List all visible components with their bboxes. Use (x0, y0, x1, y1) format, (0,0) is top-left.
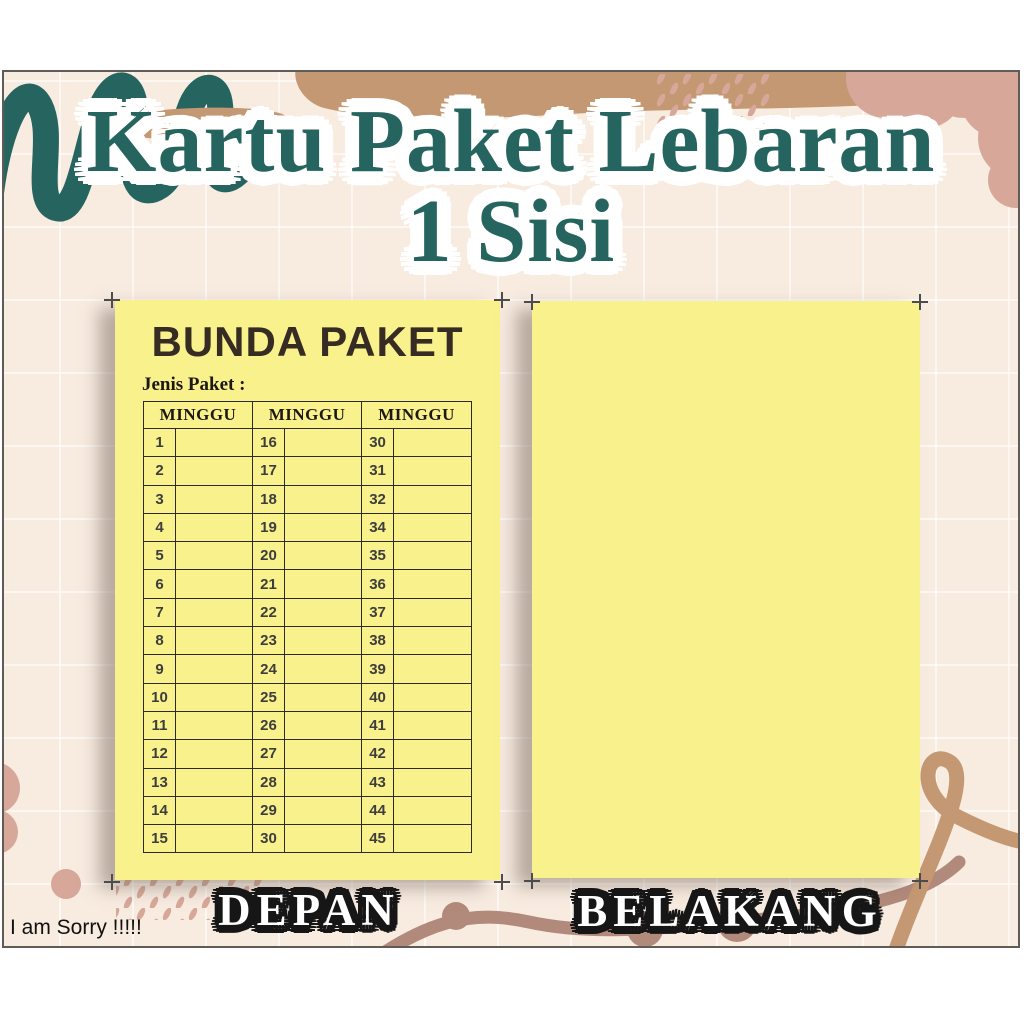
week-number-cell: 31 (362, 457, 394, 485)
entry-cell (285, 768, 362, 796)
weeks-table (143, 401, 472, 853)
entry-cell (394, 655, 472, 683)
page-title-line2: 1 Sisi (406, 182, 616, 281)
week-number-cell: 42 (362, 740, 394, 768)
entry-cell (394, 542, 472, 570)
table-row (144, 655, 472, 683)
entry-cell (176, 429, 253, 457)
entry-cell (285, 429, 362, 457)
entry-cell (285, 711, 362, 739)
table-row (144, 683, 472, 711)
entry-cell (285, 513, 362, 541)
week-column-header: MINGGU (362, 402, 472, 429)
entry-cell (394, 598, 472, 626)
week-number-cell: 13 (144, 768, 176, 796)
week-number-cell: 5 (144, 542, 176, 570)
entry-cell (176, 768, 253, 796)
week-number-cell: 10 (144, 683, 176, 711)
entry-cell (394, 485, 472, 513)
entry-cell (285, 683, 362, 711)
week-number-cell: 30 (253, 825, 285, 853)
week-column-header: MINGGU (144, 402, 253, 429)
front-side-label: DEPAN (218, 885, 400, 935)
week-number-cell: 6 (144, 570, 176, 598)
header-row (144, 402, 472, 429)
entry-cell (285, 825, 362, 853)
entry-cell (394, 513, 472, 541)
apology-note: I am Sorry !!!!! (10, 916, 142, 939)
table-row (144, 711, 472, 739)
entry-cell (394, 683, 472, 711)
entry-cell (176, 796, 253, 824)
entry-cell (285, 485, 362, 513)
entry-cell (285, 627, 362, 655)
week-number-cell: 39 (362, 655, 394, 683)
table-row (144, 627, 472, 655)
week-number-cell: 9 (144, 655, 176, 683)
entry-cell (285, 570, 362, 598)
week-number-cell: 37 (362, 598, 394, 626)
entry-cell (176, 457, 253, 485)
front-card (115, 300, 500, 880)
table-row (144, 768, 472, 796)
table-row (144, 513, 472, 541)
entry-cell (176, 598, 253, 626)
week-number-cell: 14 (144, 796, 176, 824)
week-number-cell: 1 (144, 429, 176, 457)
entry-cell (176, 711, 253, 739)
week-number-cell: 22 (253, 598, 285, 626)
week-number-cell: 15 (144, 825, 176, 853)
week-number-cell: 20 (253, 542, 285, 570)
week-number-cell: 34 (362, 513, 394, 541)
back-card (532, 301, 920, 878)
week-number-cell: 27 (253, 740, 285, 768)
entry-cell (176, 542, 253, 570)
week-number-cell: 44 (362, 796, 394, 824)
entry-cell (394, 627, 472, 655)
week-number-cell: 24 (253, 655, 285, 683)
entry-cell (394, 796, 472, 824)
week-number-cell: 26 (253, 711, 285, 739)
entry-cell (285, 796, 362, 824)
entry-cell (285, 740, 362, 768)
entry-cell (176, 825, 253, 853)
week-number-cell: 17 (253, 457, 285, 485)
table-row (144, 740, 472, 768)
entry-cell (176, 485, 253, 513)
entry-cell (394, 711, 472, 739)
entry-cell (394, 825, 472, 853)
entry-cell (176, 570, 253, 598)
weeks-table-header (144, 402, 472, 429)
week-number-cell: 4 (144, 513, 176, 541)
week-number-cell: 35 (362, 542, 394, 570)
week-number-cell: 18 (253, 485, 285, 513)
week-number-cell: 43 (362, 768, 394, 796)
week-number-cell: 32 (362, 485, 394, 513)
week-number-cell: 40 (362, 683, 394, 711)
week-number-cell: 21 (253, 570, 285, 598)
week-number-cell: 3 (144, 485, 176, 513)
entry-cell (394, 570, 472, 598)
week-number-cell: 25 (253, 683, 285, 711)
entry-cell (176, 683, 253, 711)
week-number-cell: 29 (253, 796, 285, 824)
table-row (144, 570, 472, 598)
entry-cell (394, 457, 472, 485)
entry-cell (394, 768, 472, 796)
entry-cell (176, 627, 253, 655)
entry-cell (394, 740, 472, 768)
week-number-cell: 36 (362, 570, 394, 598)
week-number-cell: 2 (144, 457, 176, 485)
entry-cell (285, 542, 362, 570)
week-number-cell: 12 (144, 740, 176, 768)
week-number-cell: 23 (253, 627, 285, 655)
table-row (144, 457, 472, 485)
table-row (144, 542, 472, 570)
entry-cell (394, 429, 472, 457)
week-number-cell: 38 (362, 627, 394, 655)
week-number-cell: 7 (144, 598, 176, 626)
entry-cell (285, 655, 362, 683)
weeks-table-body (144, 429, 472, 853)
entry-cell (176, 740, 253, 768)
card-brand-title: BUNDA PAKET (151, 318, 464, 365)
package-type-label: Jenis Paket : (142, 374, 246, 395)
entry-cell (285, 457, 362, 485)
back-side-label: BELAKANG (577, 886, 883, 936)
entry-cell (176, 513, 253, 541)
page-title-line1: Kartu Paket Lebaran (86, 92, 936, 191)
table-row (144, 796, 472, 824)
table-row (144, 485, 472, 513)
week-number-cell: 41 (362, 711, 394, 739)
week-number-cell: 19 (253, 513, 285, 541)
week-number-cell: 11 (144, 711, 176, 739)
week-number-cell: 28 (253, 768, 285, 796)
week-number-cell: 8 (144, 627, 176, 655)
entry-cell (176, 655, 253, 683)
week-number-cell: 45 (362, 825, 394, 853)
table-row (144, 429, 472, 457)
week-number-cell: 16 (253, 429, 285, 457)
table-row (144, 825, 472, 853)
week-number-cell: 30 (362, 429, 394, 457)
rose-edge-blobs-decoration (4, 762, 81, 899)
week-column-header: MINGGU (253, 402, 362, 429)
entry-cell (285, 598, 362, 626)
design-canvas (2, 70, 1020, 948)
table-row (144, 598, 472, 626)
